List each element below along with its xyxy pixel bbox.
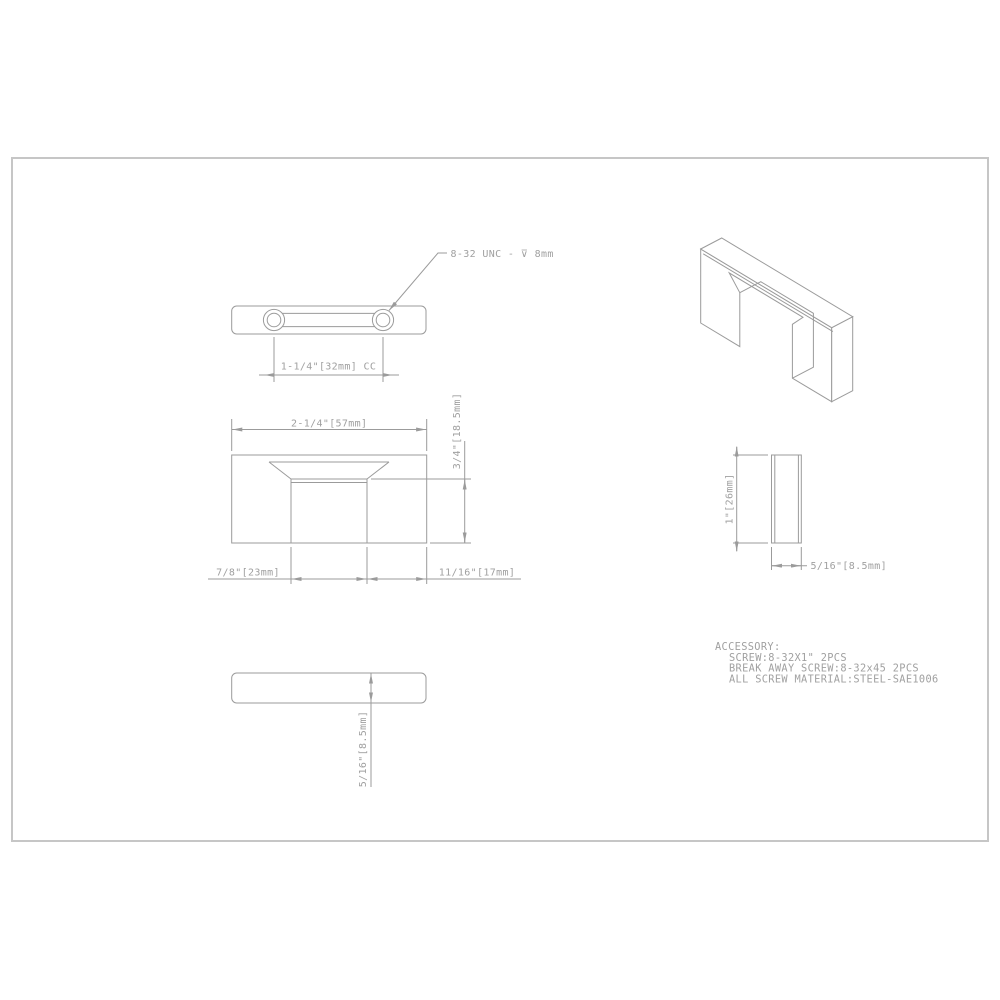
- opening-height-extension-lines: [371, 479, 471, 543]
- screw-hole-left: [267, 313, 281, 327]
- front-view: [208, 419, 521, 584]
- side-view: [733, 447, 807, 570]
- accessory-line-2: BREAK AWAY SCREW:8-32x45 2PCS: [729, 662, 919, 675]
- screw-boss-right: [372, 309, 393, 330]
- accessory-line-1: SCREW:8-32X1" 2PCS: [729, 651, 847, 664]
- bottom-view: [232, 673, 426, 787]
- front-view-outline: [232, 455, 427, 543]
- screw-hole-right: [376, 313, 390, 327]
- accessory-note: [715, 641, 939, 685]
- thread-callout-label: 8-32 UNC - ⊽ 8mm: [450, 249, 554, 260]
- leg-width-label: 11/16"[17mm]: [438, 567, 516, 579]
- iso-right-end-face: [832, 317, 853, 402]
- height-extension-lines: [733, 455, 768, 543]
- top-view-bar-outline: [232, 306, 426, 334]
- side-depth-extension-lines: [772, 547, 802, 570]
- sheet-border: [12, 158, 988, 841]
- side-view-outline: [772, 455, 802, 543]
- overall-height-label: 1"[26mm]: [724, 473, 736, 525]
- bottom-extension-lines: [291, 547, 427, 584]
- isometric-view: [701, 238, 853, 402]
- top-view-channel-lines: [283, 313, 375, 326]
- side-view-edge-lines: [775, 455, 799, 543]
- side-depth-label: 5/16"[8.5mm]: [810, 561, 887, 572]
- front-view-opening: [269, 462, 389, 543]
- opening-height-label: 3/4"[18.5mm]: [452, 392, 463, 470]
- bar-thickness-label: 5/16"[8.5mm]: [358, 710, 369, 788]
- thread-callout: [389, 253, 447, 311]
- accessory-line-3: ALL SCREW MATERIAL:STEEL-SAE1006: [729, 673, 939, 686]
- opening-width-label: 7/8"[23mm]: [216, 567, 280, 579]
- screw-boss-left: [263, 309, 284, 330]
- accessory-title: ACCESSORY:: [715, 641, 781, 653]
- hole-spacing-label: 1-1/4"[32mm] CC: [280, 361, 377, 373]
- leader-line: [389, 253, 447, 311]
- overall-length-label: 2-1/4"[57mm]: [290, 418, 368, 430]
- bottom-view-outline: [232, 673, 426, 703]
